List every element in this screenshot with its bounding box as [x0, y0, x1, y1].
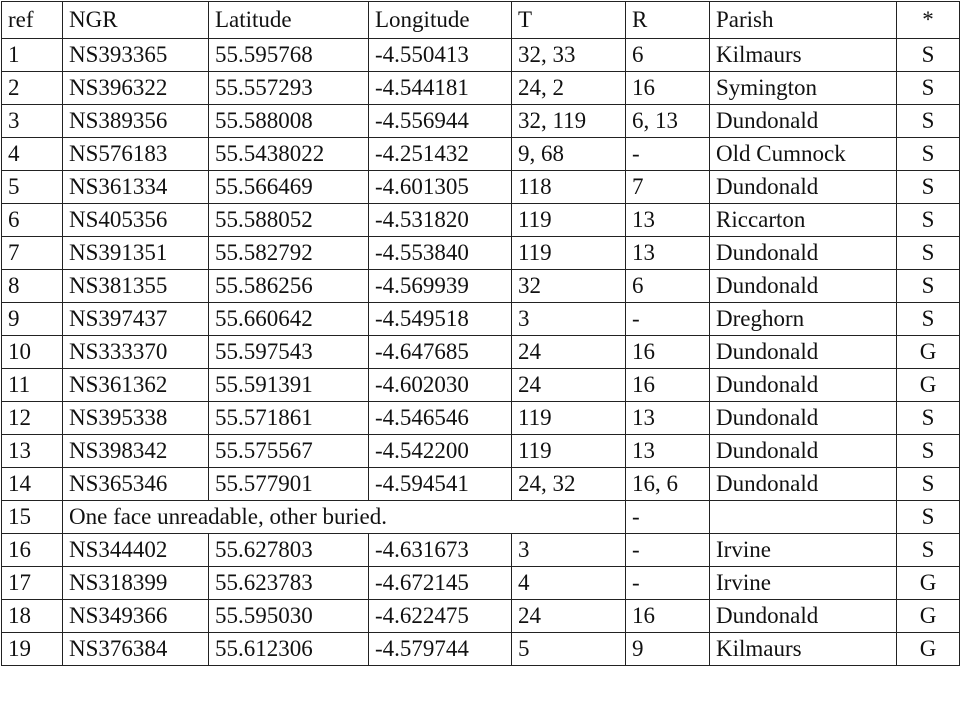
cell-parish: Dundonald: [710, 402, 897, 435]
cell-longitude: -4.531820: [369, 204, 512, 237]
cell-ref: 17: [2, 567, 63, 600]
cell-parish: Dundonald: [710, 237, 897, 270]
cell-latitude: 55.571861: [209, 402, 369, 435]
table-row: [2, 204, 960, 237]
data-table: [1, 1, 960, 666]
cell-t: 5: [512, 633, 626, 666]
cell-star: S: [897, 237, 960, 270]
cell-longitude: -4.556944: [369, 105, 512, 138]
cell-parish: Kilmaurs: [710, 633, 897, 666]
cell-star: G: [897, 336, 960, 369]
cell-r: 13: [626, 435, 710, 468]
header-parish: Parish: [710, 2, 897, 39]
table-row: [2, 468, 960, 501]
cell-star: S: [897, 402, 960, 435]
cell-ref: 19: [2, 633, 63, 666]
cell-r: 16: [626, 336, 710, 369]
cell-parish: Dundonald: [710, 600, 897, 633]
cell-latitude: 55.588008: [209, 105, 369, 138]
cell-longitude: -4.602030: [369, 369, 512, 402]
cell-ngr: NS381355: [63, 270, 209, 303]
cell-longitude: -4.631673: [369, 534, 512, 567]
cell-t: 3: [512, 303, 626, 336]
table-row: [2, 567, 960, 600]
cell-t: 24, 32: [512, 468, 626, 501]
cell-t: 24: [512, 600, 626, 633]
cell-t: 32, 33: [512, 39, 626, 72]
cell-parish: Symington: [710, 72, 897, 105]
cell-latitude: 55.586256: [209, 270, 369, 303]
header-row: [2, 2, 960, 39]
cell-ngr: NS365346: [63, 468, 209, 501]
cell-latitude: 55.612306: [209, 633, 369, 666]
cell-star: G: [897, 600, 960, 633]
cell-latitude: 55.588052: [209, 204, 369, 237]
cell-star: S: [897, 138, 960, 171]
table-row: [2, 534, 960, 567]
cell-longitude: -4.553840: [369, 237, 512, 270]
cell-r: 16, 6: [626, 468, 710, 501]
cell-r: -: [626, 138, 710, 171]
cell-parish: Old Cumnock: [710, 138, 897, 171]
header-ngr: NGR: [63, 2, 209, 39]
cell-r: 16: [626, 369, 710, 402]
cell-ref: 18: [2, 600, 63, 633]
table-row: [2, 633, 960, 666]
cell-r: 6: [626, 270, 710, 303]
cell-ngr: NS389356: [63, 105, 209, 138]
header-ref: ref: [2, 2, 63, 39]
table-row: [2, 435, 960, 468]
cell-star: S: [897, 171, 960, 204]
cell-longitude: -4.594541: [369, 468, 512, 501]
cell-longitude: -4.579744: [369, 633, 512, 666]
cell-latitude: 55.557293: [209, 72, 369, 105]
cell-ref: 13: [2, 435, 63, 468]
table-row: [2, 39, 960, 72]
cell-t: 24: [512, 336, 626, 369]
cell-parish: Irvine: [710, 567, 897, 600]
cell-ref: 2: [2, 72, 63, 105]
cell-ref: 8: [2, 270, 63, 303]
cell-r: 6: [626, 39, 710, 72]
cell-star: S: [897, 534, 960, 567]
cell-ngr: NS393365: [63, 39, 209, 72]
table-row: [2, 303, 960, 336]
cell-parish: Dundonald: [710, 171, 897, 204]
cell-star: G: [897, 567, 960, 600]
table-row: [2, 171, 960, 204]
header-t: T: [512, 2, 626, 39]
cell-ngr: NS344402: [63, 534, 209, 567]
cell-ref: 10: [2, 336, 63, 369]
cell-longitude: -4.544181: [369, 72, 512, 105]
cell-r: -: [626, 534, 710, 567]
header-latitude: Latitude: [209, 2, 369, 39]
table-row: [2, 402, 960, 435]
cell-star: S: [897, 72, 960, 105]
cell-ref: 5: [2, 171, 63, 204]
cell-ref: 9: [2, 303, 63, 336]
cell-ngr: NS398342: [63, 435, 209, 468]
table-row: [2, 600, 960, 633]
table-row: [2, 105, 960, 138]
cell-parish: Dreghorn: [710, 303, 897, 336]
cell-r: -: [626, 303, 710, 336]
cell-star: S: [897, 204, 960, 237]
table-row: [2, 270, 960, 303]
header-star: *: [897, 2, 960, 39]
header-longitude: Longitude: [369, 2, 512, 39]
cell-ref: 7: [2, 237, 63, 270]
cell-ref: 15: [2, 501, 63, 534]
cell-parish: Dundonald: [710, 435, 897, 468]
cell-parish: Riccarton: [710, 204, 897, 237]
table-row: [2, 336, 960, 369]
cell-t: 118: [512, 171, 626, 204]
cell-ngr: NS391351: [63, 237, 209, 270]
cell-t: 32: [512, 270, 626, 303]
cell-star: S: [897, 270, 960, 303]
cell-longitude: -4.542200: [369, 435, 512, 468]
header-r: R: [626, 2, 710, 39]
cell-ngr: NS361334: [63, 171, 209, 204]
cell-r: 13: [626, 237, 710, 270]
cell-r: 13: [626, 204, 710, 237]
cell-latitude: 55.660642: [209, 303, 369, 336]
cell-t: 24, 2: [512, 72, 626, 105]
cell-star: S: [897, 39, 960, 72]
cell-latitude: 55.582792: [209, 237, 369, 270]
cell-t: 32, 119: [512, 105, 626, 138]
cell-ngr: NS405356: [63, 204, 209, 237]
cell-star: G: [897, 369, 960, 402]
cell-latitude: 55.591391: [209, 369, 369, 402]
cell-t: 9, 68: [512, 138, 626, 171]
table-row: [2, 138, 960, 171]
cell-parish: Dundonald: [710, 336, 897, 369]
cell-star: S: [897, 303, 960, 336]
table-row: [2, 501, 960, 534]
cell-star: S: [897, 501, 960, 534]
cell-r: 16: [626, 72, 710, 105]
cell-latitude: 55.566469: [209, 171, 369, 204]
cell-star: S: [897, 468, 960, 501]
cell-ngr: NS397437: [63, 303, 209, 336]
table-row: [2, 237, 960, 270]
cell-ref: 4: [2, 138, 63, 171]
cell-note: One face unreadable, other buried.: [63, 501, 626, 534]
cell-latitude: 55.627803: [209, 534, 369, 567]
cell-star: S: [897, 435, 960, 468]
cell-r: 6, 13: [626, 105, 710, 138]
cell-longitude: -4.549518: [369, 303, 512, 336]
cell-parish: [710, 501, 897, 534]
cell-ngr: NS361362: [63, 369, 209, 402]
cell-ref: 6: [2, 204, 63, 237]
cell-longitude: -4.601305: [369, 171, 512, 204]
cell-star: S: [897, 105, 960, 138]
cell-longitude: -4.672145: [369, 567, 512, 600]
cell-ngr: NS576183: [63, 138, 209, 171]
cell-latitude: 55.577901: [209, 468, 369, 501]
cell-r: -: [626, 567, 710, 600]
cell-ngr: NS396322: [63, 72, 209, 105]
cell-ngr: NS376384: [63, 633, 209, 666]
cell-t: 4: [512, 567, 626, 600]
cell-r: 7: [626, 171, 710, 204]
cell-longitude: -4.251432: [369, 138, 512, 171]
cell-r: -: [626, 501, 710, 534]
cell-r: 9: [626, 633, 710, 666]
cell-t: 119: [512, 204, 626, 237]
cell-t: 119: [512, 237, 626, 270]
cell-longitude: -4.569939: [369, 270, 512, 303]
cell-ref: 12: [2, 402, 63, 435]
cell-ngr: NS395338: [63, 402, 209, 435]
cell-longitude: -4.622475: [369, 600, 512, 633]
cell-r: 16: [626, 600, 710, 633]
cell-ref: 3: [2, 105, 63, 138]
cell-ref: 16: [2, 534, 63, 567]
table-row: [2, 369, 960, 402]
cell-ref: 1: [2, 39, 63, 72]
cell-star: G: [897, 633, 960, 666]
cell-ngr: NS318399: [63, 567, 209, 600]
cell-latitude: 55.575567: [209, 435, 369, 468]
cell-latitude: 55.623783: [209, 567, 369, 600]
cell-t: 24: [512, 369, 626, 402]
cell-parish: Kilmaurs: [710, 39, 897, 72]
cell-t: 3: [512, 534, 626, 567]
cell-longitude: -4.647685: [369, 336, 512, 369]
cell-t: 119: [512, 435, 626, 468]
cell-parish: Dundonald: [710, 369, 897, 402]
cell-latitude: 55.5438022: [209, 138, 369, 171]
cell-longitude: -4.546546: [369, 402, 512, 435]
cell-latitude: 55.595768: [209, 39, 369, 72]
cell-t: 119: [512, 402, 626, 435]
cell-ngr: NS349366: [63, 600, 209, 633]
cell-parish: Dundonald: [710, 270, 897, 303]
cell-r: 13: [626, 402, 710, 435]
cell-latitude: 55.597543: [209, 336, 369, 369]
cell-longitude: -4.550413: [369, 39, 512, 72]
cell-parish: Irvine: [710, 534, 897, 567]
cell-latitude: 55.595030: [209, 600, 369, 633]
cell-parish: Dundonald: [710, 468, 897, 501]
cell-parish: Dundonald: [710, 105, 897, 138]
cell-ngr: NS333370: [63, 336, 209, 369]
cell-ref: 11: [2, 369, 63, 402]
table-row: [2, 72, 960, 105]
cell-ref: 14: [2, 468, 63, 501]
